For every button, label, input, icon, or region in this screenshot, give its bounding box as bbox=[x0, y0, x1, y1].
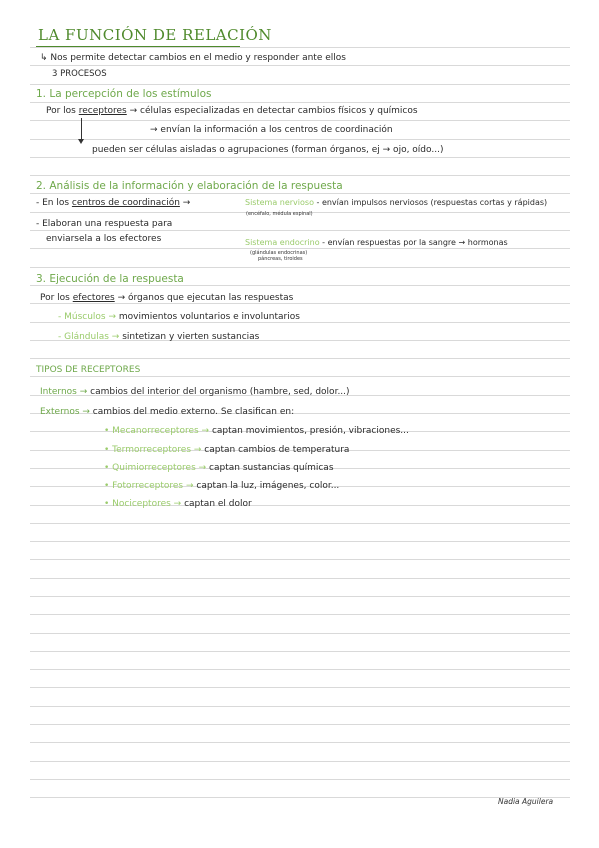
externos-text: cambios del medio externo. Se clasifican en: bbox=[89, 407, 295, 417]
ruled-line bbox=[30, 633, 570, 634]
ruled-line bbox=[30, 285, 570, 286]
glandulas-label: - Glándulas → bbox=[58, 332, 120, 342]
s2-line-2: - Elaboran una respuesta para bbox=[36, 219, 173, 229]
page-title: LA FUNCIÓN DE RELACIÓN bbox=[38, 26, 272, 44]
endocrino-label: Sistema endocrino bbox=[245, 238, 320, 247]
ruled-line bbox=[30, 651, 570, 652]
receptores-term: receptores bbox=[78, 106, 127, 116]
ruled-line bbox=[30, 267, 570, 268]
endocrino-text: - envían respuestas por la sangre → hormonas bbox=[319, 238, 508, 247]
externos-line bbox=[40, 408, 294, 417]
receptor-item-label: • Nociceptores → bbox=[104, 499, 182, 509]
ruled-line bbox=[30, 47, 570, 48]
ruled-line bbox=[30, 614, 570, 615]
endocrino-note-2: páncreas, tiroides bbox=[258, 256, 303, 262]
down-arrow-icon bbox=[78, 139, 84, 144]
receptor-item bbox=[104, 446, 349, 455]
ruled-line bbox=[30, 358, 570, 359]
receptor-item-label: • Fotorreceptores → bbox=[104, 481, 194, 491]
s2-line-3: enviarsela a los efectores bbox=[46, 234, 162, 244]
processes-label: 3 PROCESOS bbox=[52, 69, 107, 79]
s3-prefix: Por los bbox=[40, 293, 73, 303]
ruled-line bbox=[30, 120, 570, 121]
ruled-line bbox=[30, 779, 570, 780]
endocrino-line bbox=[245, 239, 508, 247]
internos-label: Internos → bbox=[40, 387, 88, 397]
ruled-line bbox=[30, 559, 570, 560]
ruled-line bbox=[30, 578, 570, 579]
glandulas-text: sintetizan y vierten sustancias bbox=[119, 332, 260, 342]
ruled-line bbox=[30, 193, 570, 194]
s2-prefix: - En los bbox=[36, 198, 72, 208]
musculos-line bbox=[58, 313, 300, 322]
ruled-line bbox=[30, 376, 570, 377]
receptor-item bbox=[104, 500, 252, 509]
receptor-item bbox=[104, 482, 339, 491]
receptor-item-text: captan el dolor bbox=[181, 499, 252, 509]
receptor-item-text: captan sustancias químicas bbox=[206, 463, 334, 473]
ruled-line bbox=[30, 797, 570, 798]
s3-l1-rest: → órganos que ejecutan las respuestas bbox=[114, 293, 294, 303]
receptor-item-label: • Termorreceptores → bbox=[104, 445, 202, 455]
ruled-line bbox=[30, 669, 570, 670]
ruled-line bbox=[30, 541, 570, 542]
ruled-line bbox=[30, 139, 570, 140]
tipos-heading: TIPOS DE RECEPTORES bbox=[36, 365, 141, 375]
s1-l1-rest: → células especializadas en detectar cambios físicos y químicos bbox=[126, 106, 418, 116]
signature: Nadia Aguilera bbox=[498, 797, 554, 806]
ruled-line bbox=[30, 596, 570, 597]
intro-line: ↳ Nos permite detectar cambios en el medio y responder ante ellos bbox=[40, 53, 346, 63]
ruled-line bbox=[30, 175, 570, 176]
ruled-line bbox=[30, 248, 570, 249]
ruled-line bbox=[30, 157, 570, 158]
receptor-item-text: captan la luz, imágenes, color... bbox=[193, 481, 340, 491]
internos-text: cambios del interior del organismo (hambre, sed, dolor...) bbox=[87, 387, 350, 397]
glandulas-line bbox=[58, 333, 259, 342]
ruled-line bbox=[30, 761, 570, 762]
down-arrow-line bbox=[81, 118, 82, 140]
ruled-line bbox=[30, 84, 570, 85]
nervioso-line bbox=[245, 199, 547, 207]
musculos-label: - Músculos → bbox=[58, 312, 117, 322]
receptor-item bbox=[104, 427, 409, 436]
receptor-item-label: • Mecanorreceptores → bbox=[104, 426, 210, 436]
endocrino-note-1: (glándulas endocrinas) bbox=[250, 250, 308, 256]
s1-line-2: → envían la información a los centros de coordinación bbox=[150, 125, 393, 135]
receptor-item bbox=[104, 464, 334, 473]
internos-line bbox=[40, 388, 350, 397]
ruled-line bbox=[30, 230, 570, 231]
nervioso-text: - envían impulsos nerviosos (respuestas cortas y rápidas) bbox=[313, 198, 548, 207]
ruled-line bbox=[30, 742, 570, 743]
nervioso-label: Sistema nervioso bbox=[245, 198, 314, 207]
section-3-heading: 3. Ejecución de la respuesta bbox=[36, 273, 184, 285]
nervioso-note: (encéfalo, médula espinal) bbox=[246, 211, 313, 217]
ruled-line bbox=[30, 65, 570, 66]
s1-line-1 bbox=[46, 107, 418, 116]
ruled-line bbox=[30, 523, 570, 524]
ruled-line bbox=[30, 706, 570, 707]
ruled-line bbox=[30, 322, 570, 323]
receptor-item-text: captan cambios de temperatura bbox=[201, 445, 350, 455]
ruled-line bbox=[30, 102, 570, 103]
section-1-heading: 1. La percepción de los estímulos bbox=[36, 88, 212, 100]
externos-label: Externos → bbox=[40, 407, 90, 417]
ruled-line bbox=[30, 724, 570, 725]
efectores-term: efectores bbox=[72, 293, 115, 303]
receptor-item-label: • Quimiorreceptores → bbox=[104, 463, 207, 473]
s2-arrow: → bbox=[179, 198, 191, 208]
s1-line-3: pueden ser células aisladas o agrupaciones (forman órganos, ej → ojo, oído...) bbox=[92, 145, 444, 155]
musculos-text: movimientos voluntarios e involuntarios bbox=[116, 312, 300, 322]
ruled-line bbox=[30, 687, 570, 688]
s3-line-1 bbox=[40, 294, 293, 303]
centros-term: centros de coordinación bbox=[71, 198, 180, 208]
s2-line-1 bbox=[36, 199, 190, 208]
title-underline bbox=[36, 46, 240, 47]
ruled-line bbox=[30, 303, 570, 304]
s1-prefix: Por los bbox=[46, 106, 79, 116]
section-2-heading: 2. Análisis de la información y elaboración de la respuesta bbox=[36, 180, 343, 192]
receptor-item-text: captan movimientos, presión, vibraciones... bbox=[209, 426, 409, 436]
